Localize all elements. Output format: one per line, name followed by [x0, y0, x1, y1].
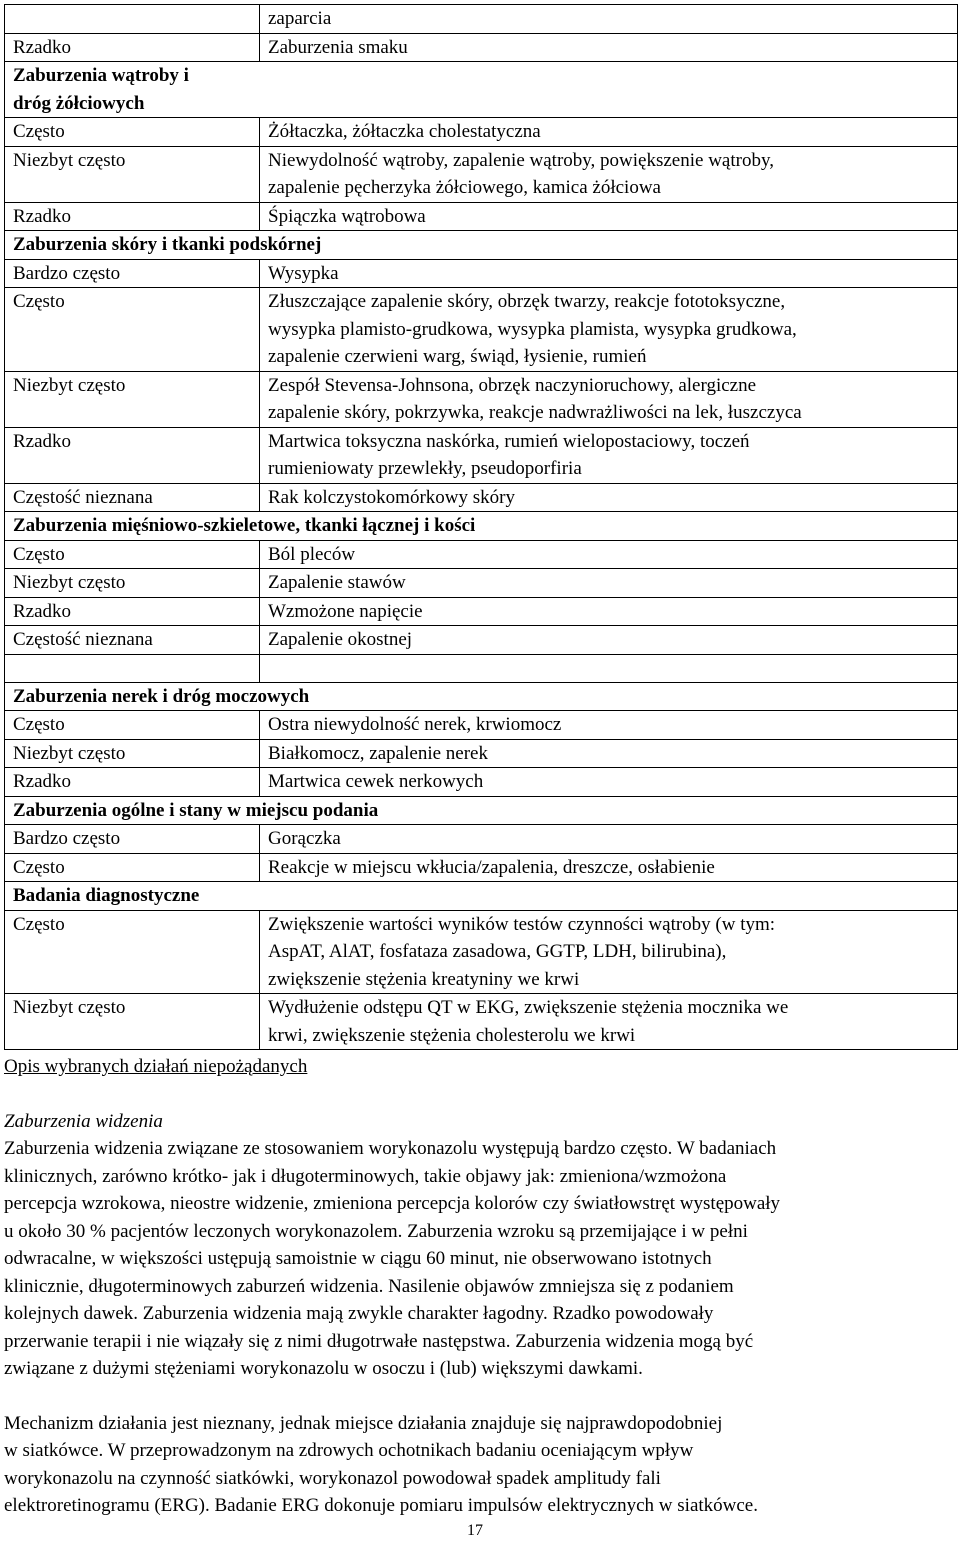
effect-line: Reakcje w miejscu wkłucia/zapalenia, dreszcze, osłabienie	[268, 856, 715, 878]
effect-line: Śpiączka wątrobowa	[268, 205, 426, 227]
adverse-effects-table-body	[5, 5, 958, 1050]
effect-line: krwi, zwiększenie stężenia cholesterolu we krwi	[268, 1024, 636, 1046]
frequency-cell: Rzadko	[5, 427, 260, 483]
frequency-cell: Rzadko	[5, 202, 260, 231]
effects-cell	[260, 483, 958, 512]
effect-line: Zespół Stevensa-Johnsona, obrzęk naczynioruchowy, alergiczne	[268, 374, 757, 396]
effects-cell	[260, 288, 958, 372]
description-line: klinicznych, zarówno krótko- jak i długoterminowych, takie objawy jak: zmieniona/wzmożona	[4, 1165, 727, 1187]
effect-line: Zapalenie stawów	[268, 572, 406, 593]
section-title	[5, 231, 958, 260]
table-row	[5, 483, 958, 512]
table-section-row	[5, 231, 958, 260]
frequency-cell: Rzadko	[5, 768, 260, 797]
frequency-cell: Często	[5, 910, 260, 994]
effects-cell	[260, 146, 958, 202]
frequency-cell: Często	[5, 711, 260, 740]
frequency-cell: Niezbyt często	[5, 994, 260, 1050]
section-title-line: Zaburzenia mięśniowo-szkieletowe, tkanki łącznej i kości	[13, 515, 476, 536]
table-row	[5, 853, 958, 882]
effects-cell	[260, 33, 958, 62]
table-row	[5, 259, 958, 288]
effect-line: zapalenie czerwieni warg, świąd, łysienie, rumień	[268, 346, 647, 367]
section-title-line: Zaburzenia wątroby i	[13, 65, 189, 86]
effect-line: Wzmożone napięcie	[268, 600, 423, 622]
table-row	[5, 427, 958, 483]
effect-line: rumieniowaty przewlekły, pseudoporfiria	[268, 458, 582, 479]
effects-cell	[260, 569, 958, 598]
frequency-cell: Często	[5, 853, 260, 882]
frequency-cell: Często	[5, 118, 260, 147]
table-row	[5, 768, 958, 797]
effects-cell	[260, 739, 958, 768]
frequency-cell: Niezbyt często	[5, 569, 260, 598]
table-row	[5, 739, 958, 768]
table-row	[5, 288, 958, 372]
table-row	[5, 5, 958, 34]
table-row	[5, 626, 958, 655]
effects-cell	[260, 540, 958, 569]
effects-cell	[260, 626, 958, 655]
frequency-cell: Częstość nieznana	[5, 626, 260, 655]
section-title-line: Zaburzenia nerek i dróg moczowych	[13, 685, 310, 707]
effect-line: Zwiększenie wartości wyników testów czynności wątroby (w tym:	[268, 913, 776, 935]
effects-cell	[260, 994, 958, 1050]
frequency-cell: Częstość nieznana	[5, 483, 260, 512]
section-title-line: dróg żółciowych	[13, 92, 145, 114]
table-row	[5, 711, 958, 740]
section-title	[5, 882, 958, 911]
table-row	[5, 597, 958, 626]
table-section-row	[5, 882, 958, 911]
description-line: odwracalne, w większości ustępują samoistnie w ciągu 60 minut, nie obserwowano istotnych	[4, 1248, 712, 1269]
effects-cell	[260, 910, 958, 994]
section-title-line: Zaburzenia ogólne i stany w miejscu podania	[13, 799, 379, 821]
table-row	[5, 910, 958, 994]
effects-cell	[260, 597, 958, 626]
table-row	[5, 994, 958, 1050]
effect-line: Żółtaczka, żółtaczka cholestatyczna	[268, 121, 541, 142]
table-row	[5, 540, 958, 569]
effect-line: zwiększenie stężenia kreatyniny we krwi	[268, 968, 580, 990]
section-title	[5, 796, 958, 825]
table-empty-row	[5, 654, 958, 682]
section-title	[5, 62, 958, 118]
effect-line: Niewydolność wątroby, zapalenie wątroby, powiększenie wątroby,	[268, 149, 774, 171]
table-row	[5, 825, 958, 854]
effect-line: AspAT, AlAT, fosfataza zasadowa, GGTP, LDH, bilirubina),	[268, 941, 727, 962]
effect-line: zapalenie skóry, pokrzywka, reakcje nadwrażliwości na lek, łuszczyca	[268, 402, 802, 423]
description-line: Mechanizm działania jest nieznany, jednak miejsce działania znajduje się najprawdopodobniej	[4, 1412, 723, 1434]
effect-line: Gorączka	[268, 828, 341, 849]
description-line: związane z dużymi stężeniami worykonazolu w osoczu i (lub) większymi dawkami.	[4, 1358, 643, 1379]
effect-line: Wydłużenie odstępu QT w EKG, zwiększenie stężenia mocznika we	[268, 997, 789, 1018]
description-line: klinicznie, długoterminowych zaburzeń widzenia. Nasilenie objawów zmniejsza się z podaniem	[4, 1275, 734, 1297]
table-row	[5, 371, 958, 427]
frequency-cell: Bardzo często	[5, 259, 260, 288]
description-subheading: Zaburzenia widzenia	[4, 1110, 163, 1132]
description-paragraph-1	[4, 1135, 949, 1383]
effect-line: zapalenie pęcherzyka żółciowego, kamica żółciowa	[268, 177, 661, 198]
empty-cell	[260, 654, 958, 682]
effect-line: wysypka plamisto-grudkowa, wysypka plamista, wysypka grudkowa,	[268, 318, 797, 340]
effect-line: Martwica toksyczna naskórka, rumień wielopostaciowy, toczeń	[268, 430, 750, 452]
table-section-row	[5, 62, 958, 118]
effects-cell	[260, 825, 958, 854]
description-heading: Opis wybranych działań niepożądanych	[4, 1056, 308, 1077]
section-title	[5, 682, 958, 711]
effects-cell	[260, 202, 958, 231]
effect-line: Martwica cewek nerkowych	[268, 771, 484, 792]
frequency-cell	[5, 5, 260, 34]
table-section-row	[5, 682, 958, 711]
description-line: u około 30 % pacjentów leczonych worykonazolem. Zaburzenia wzroku są przemijające i w pełni	[4, 1220, 748, 1242]
effects-cell	[260, 853, 958, 882]
effects-cell	[260, 371, 958, 427]
frequency-cell: Niezbyt często	[5, 371, 260, 427]
frequency-cell: Niezbyt często	[5, 739, 260, 768]
description-line: worykonazolu na czynność siatkówki, worykonazol powodował spadek amplitudy fali	[4, 1467, 661, 1489]
effects-cell	[260, 768, 958, 797]
table-row	[5, 118, 958, 147]
effect-line: Ból pleców	[268, 543, 356, 565]
section-title	[5, 512, 958, 541]
frequency-cell: Bardzo często	[5, 825, 260, 854]
effects-cell	[260, 5, 958, 34]
effects-cell	[260, 427, 958, 483]
description-paragraph-2	[4, 1410, 949, 1520]
frequency-cell: Rzadko	[5, 597, 260, 626]
description-line: w siatkówce. W przeprowadzonym na zdrowych ochotnikach badaniu oceniającym wpływ	[4, 1440, 694, 1461]
adverse-effects-description	[4, 1053, 949, 1520]
effect-line: Rak kolczystokomórkowy skóry	[268, 486, 515, 508]
description-line: percepcja wzrokowa, nieostre widzenie, zmieniona percepcja kolorów czy światłowstręt występowały	[4, 1193, 781, 1214]
effect-line: Zaburzenia smaku	[268, 36, 408, 58]
effect-line: Złuszczające zapalenie skóry, obrzęk twarzy, reakcje fototoksyczne,	[268, 291, 786, 312]
effect-line: Wysypka	[268, 262, 339, 284]
effects-cell	[260, 118, 958, 147]
frequency-cell: Często	[5, 540, 260, 569]
frequency-cell: Rzadko	[5, 33, 260, 62]
table-row	[5, 202, 958, 231]
description-line: Zaburzenia widzenia związane ze stosowaniem worykonazolu występują bardzo często. W badaniach	[4, 1138, 777, 1159]
adverse-effects-table	[4, 4, 958, 1050]
table-section-row	[5, 512, 958, 541]
description-line: elektroretinogramu (ERG). Badanie ERG dokonuje pomiaru impulsów elektrycznych w siatkówce.	[4, 1495, 758, 1516]
page-number: 17	[467, 1522, 483, 1539]
section-title-line: Badania diagnostyczne	[13, 885, 200, 906]
effect-line: Ostra niewydolność nerek, krwiomocz	[268, 714, 562, 735]
effect-line: Białkomocz, zapalenie nerek	[268, 742, 488, 764]
description-line: przerwanie terapii i nie wiązały się z nimi długotrwałe następstwa. Zaburzenia widzenia mogą być	[4, 1330, 754, 1352]
frequency-cell: Często	[5, 288, 260, 372]
table-section-row	[5, 796, 958, 825]
table-row	[5, 569, 958, 598]
empty-cell	[5, 654, 260, 682]
frequency-cell: Niezbyt często	[5, 146, 260, 202]
description-line: kolejnych dawek. Zaburzenia widzenia mają zwykle charakter łagodny. Rzadko powodowały	[4, 1303, 714, 1324]
effects-cell	[260, 259, 958, 288]
section-title-line: Zaburzenia skóry i tkanki podskórnej	[13, 234, 322, 255]
table-row	[5, 146, 958, 202]
effect-line: Zapalenie okostnej	[268, 629, 413, 650]
effect-line: zaparcia	[268, 8, 332, 29]
effects-cell	[260, 711, 958, 740]
table-row	[5, 33, 958, 62]
